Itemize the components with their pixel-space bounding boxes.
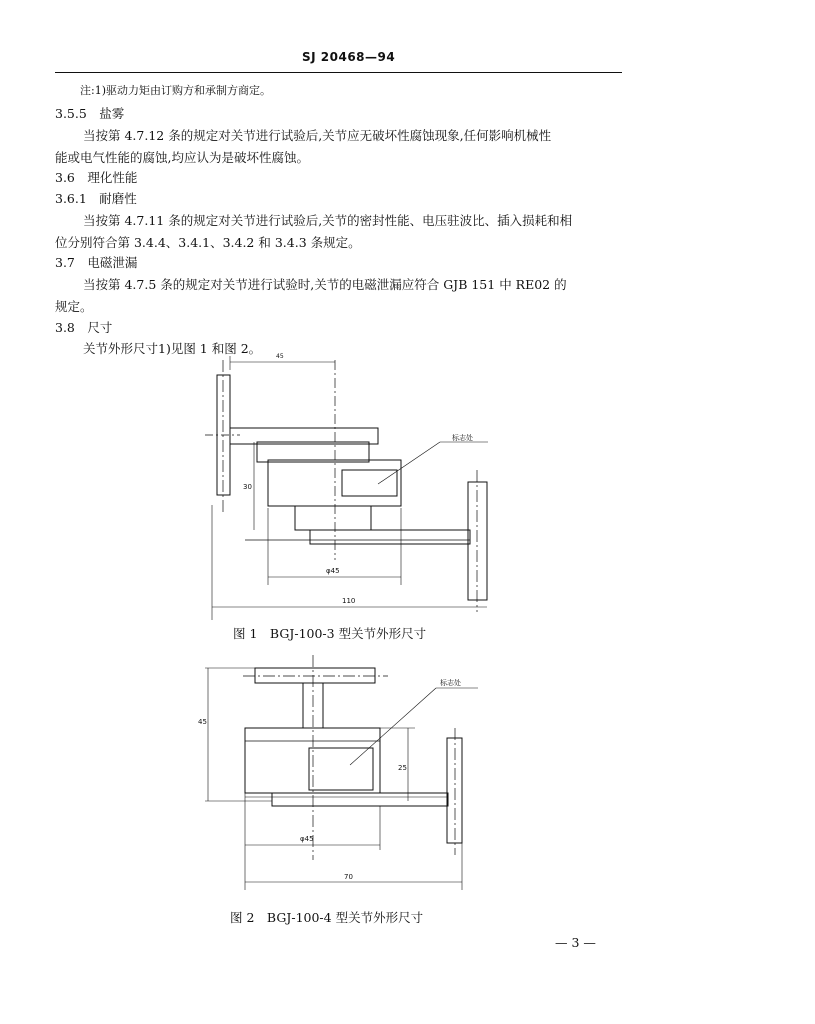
- footnote-text: 注:1)驱动力矩由订购方和承制方商定。: [80, 84, 271, 97]
- paragraph-line: 关节外形尺寸1)见图 1 和图 2。: [83, 341, 262, 356]
- figure2-dim-height: 45: [198, 718, 207, 726]
- figure1-dim-side: 30: [243, 483, 252, 491]
- figure2-dim-overall: 70: [344, 873, 353, 881]
- paragraph-line: 位分别符合第 3.4.4、3.4.1、3.4.2 和 3.4.3 条规定。: [55, 235, 361, 250]
- figure1-callout-label: 标志处: [452, 434, 473, 442]
- section-heading-size: 3.8 尺寸: [55, 320, 113, 335]
- page-number: — 3 —: [555, 935, 596, 950]
- paragraph-line: 当按第 4.7.12 条的规定对关节进行试验后,关节应无破坏性腐蚀现象,任何影响机械性: [83, 128, 552, 143]
- figure2-dim-side: 25: [398, 764, 407, 772]
- section-heading-emi: 3.7 电磁泄漏: [55, 255, 138, 270]
- figure1-dim-overall: 110: [342, 597, 356, 605]
- section-heading-physchem: 3.6 理化性能: [55, 170, 138, 185]
- figure2-dim-bore: φ45: [300, 835, 314, 843]
- paragraph-line: 能或电气性能的腐蚀,均应认为是破坏性腐蚀。: [55, 150, 309, 165]
- paragraph-line: 当按第 4.7.5 条的规定对关节进行试验时,关节的电磁泄漏应符合 GJB 151 中 RE02 的: [83, 277, 567, 292]
- section-heading-wear: 3.6.1 耐磨性: [55, 191, 137, 206]
- figure2-callout-label: 标志处: [440, 679, 461, 687]
- paragraph-line: 规定。: [55, 299, 93, 314]
- section-heading-salt: 3.5.5 盐雾: [55, 106, 125, 121]
- paragraph-line: 当按第 4.7.11 条的规定对关节进行试验后,关节的密封性能、电压驻波比、插入损耗和相: [83, 213, 573, 228]
- figure1-dim-bore: φ45: [326, 567, 340, 575]
- figure1-caption: 图 1 BGJ-100-3 型关节外形尺寸: [233, 626, 427, 641]
- document-number: SJ 20468—94: [302, 50, 396, 64]
- figure1-dim-top: 45: [276, 353, 284, 360]
- figure2-caption: 图 2 BGJ-100-4 型关节外形尺寸: [230, 910, 424, 925]
